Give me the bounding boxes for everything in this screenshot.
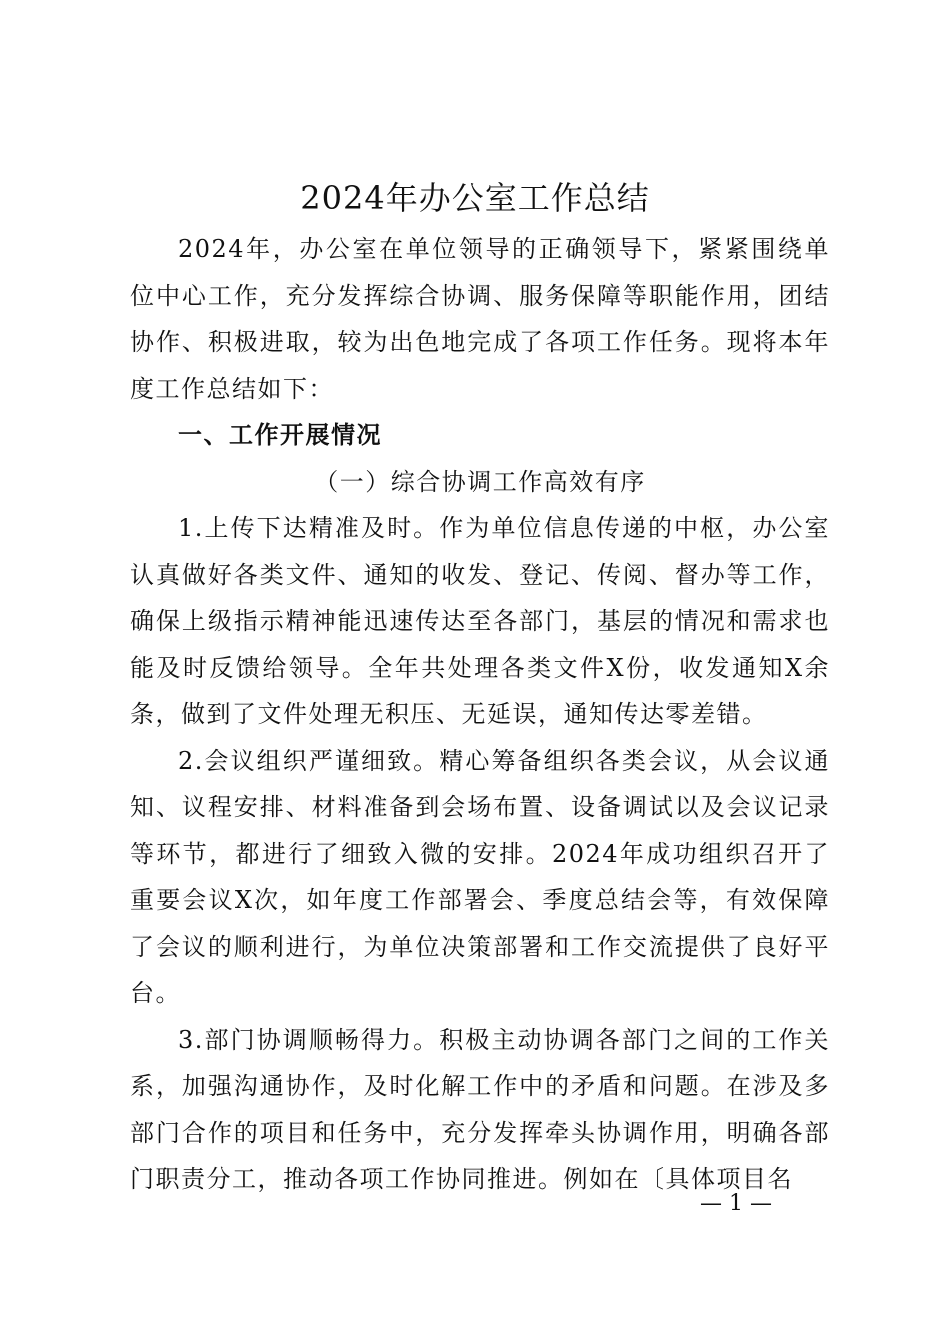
document-title: 2024年办公室工作总结 xyxy=(300,179,650,217)
paragraph-item-1: 1.上传下达精准及时。作为单位信息传递的中枢，办公室认真做好各类文件、通知的收发、登记、传阅、督办等工作，确保上级指示精神能迅速传达至各部门，基层的情况和需求也能及时反馈给领导。全年共处理各类文件X份，收发通知X余条，做到了文件处理无积压、无延误，通知传达零差错。 xyxy=(130,514,830,728)
page-number: — 1 — xyxy=(700,1191,772,1216)
paragraph-item-3: 3.部门协调顺畅得力。积极主动协调各部门之间的工作关系，加强沟通协作，及时化解工作中的矛盾和问题。在涉及多部门合作的项目和任务中，充分发挥牵头协调作用，明确各部门职责分工，推动各项工作协同推进。例如在〔具体项目名 xyxy=(130,1025,830,1193)
section-heading-1: 一、工作开展情况 xyxy=(178,421,382,449)
intro-paragraph: 2024年，办公室在单位领导的正确领导下，紧紧围绕单位中心工作，充分发挥综合协调、服务保障等职能作用，团结协作、积极进取，较为出色地完成了各项工作任务。现将本年度工作总结如下： xyxy=(130,235,830,403)
document-body xyxy=(130,226,830,1203)
subsection-heading-1: （一）综合协调工作高效有序 xyxy=(314,467,646,496)
paragraph-item-2: 2.会议组织严谨细致。精心筹备组织各类会议，从会议通知、议程安排、材料准备到会场布置、设备调试以及会议记录等环节，都进行了细致入微的安排。2024年成功组织召开了重要会议X次，如年度工作部署会、季度总结会等，有效保障了会议的顺利进行，为单位决策部署和工作交流提供了良好平台。 xyxy=(130,746,830,1007)
